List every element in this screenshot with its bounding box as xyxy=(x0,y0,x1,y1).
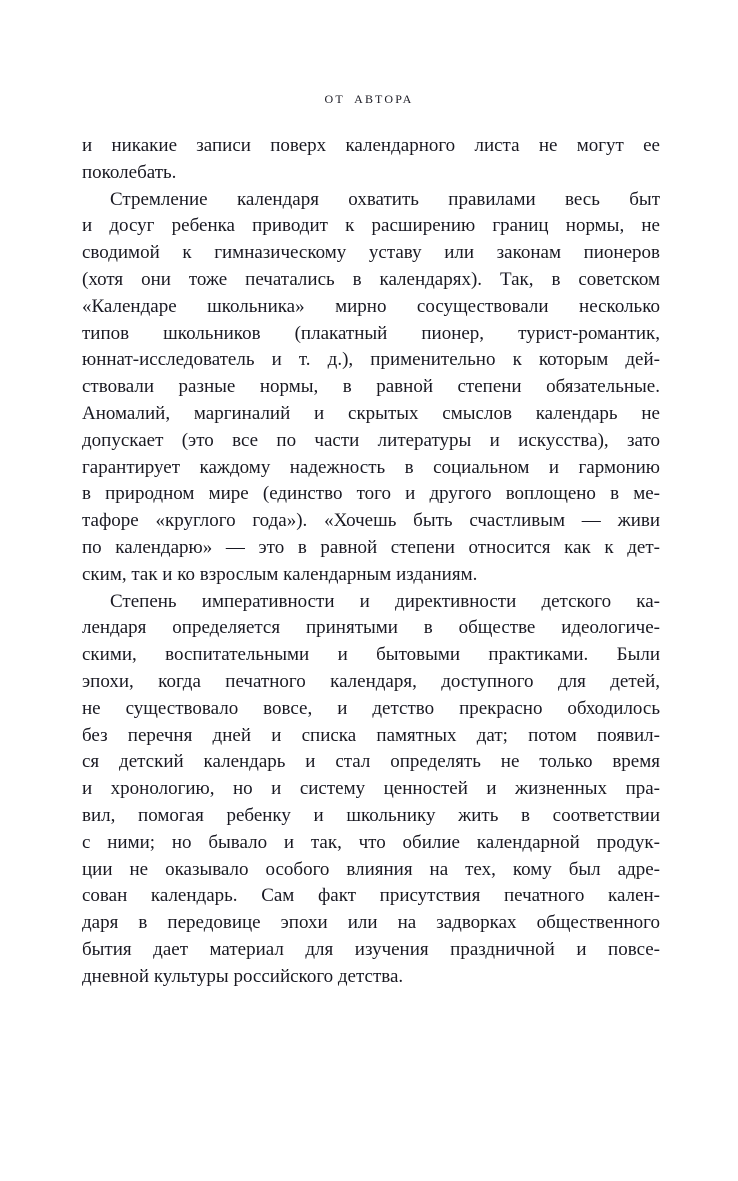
text-line: ствовали разные нормы, в равной степени обязательные. xyxy=(82,376,660,398)
text-line: допускает (это все по части литературы и искусства), зато xyxy=(82,429,660,451)
text-line: бытия дает материал для изучения праздничной и повсе- xyxy=(82,938,660,960)
text-line: тафоре «круглого года»). «Хочешь быть счастливым — живи xyxy=(82,510,660,532)
text-line: Стремление календаря охватить правилами весь быт xyxy=(110,188,660,210)
paragraph xyxy=(82,589,660,991)
text-line: дневной культуры российского детства. xyxy=(82,965,404,987)
text-line: эпохи, когда печатного календаря, доступного для детей, xyxy=(82,670,660,692)
text-line: типов школьников (плакатный пионер, турист-романтик, xyxy=(82,322,660,344)
paragraph xyxy=(82,133,660,187)
text-line: не существовало вовсе, и детство прекрасно обходилось xyxy=(82,697,660,719)
paragraph xyxy=(82,187,660,589)
text-line: и хронологию, но и систему ценностей и жизненных пра- xyxy=(82,778,660,800)
text-line: (хотя они тоже печатались в календарях). Так, в советском xyxy=(82,268,660,290)
text-line: и досуг ребенка приводит к расширению границ нормы, не xyxy=(82,215,660,237)
text-line: поколебать. xyxy=(82,161,177,183)
text-line: ся детский календарь и стал определять не только время xyxy=(82,751,660,773)
text-line: сован календарь. Сам факт присутствия печатного кален- xyxy=(82,885,660,907)
text-line: Аномалий, маргиналий и скрытых смыслов календарь не xyxy=(82,402,660,424)
text-line: Степень императивности и директивности детского ка- xyxy=(110,590,660,612)
text-line: скими, воспитательными и бытовыми практиками. Были xyxy=(82,644,660,666)
text-line: юннат-исследователь и т. д.), применительно к которым дей- xyxy=(82,349,660,371)
text-line: ским, так и ко взрослым календарным изданиям. xyxy=(82,563,478,585)
text-line: «Календаре школьника» мирно сосуществовали несколько xyxy=(82,295,660,317)
text-line: с ними; но бывало и так, что обилие календарной продук- xyxy=(82,831,660,853)
text-line: ции не оказывало особого влияния на тех, кому был адре- xyxy=(82,858,660,880)
body-text xyxy=(82,133,660,991)
text-line: и никакие записи поверх календарного листа не могут ее xyxy=(82,135,660,156)
text-line: вил, помогая ребенку и школьнику жить в соответствии xyxy=(82,804,660,826)
text-line: лендаря определяется принятыми в обществе идеологиче- xyxy=(82,617,660,639)
text-line: гарантирует каждому надежность в социальном и гармонию xyxy=(82,456,660,478)
text-line: без перечня дней и списка памятных дат; потом появил- xyxy=(82,724,660,746)
text-line: сводимой к гимназическому уставу или законам пионеров xyxy=(82,242,660,264)
running-header: ОТ АВТОРА xyxy=(324,92,414,106)
text-line: в природном мире (единство того и другого воплощено в ме- xyxy=(82,483,660,505)
text-line: по календарю» — это в равной степени относится как к дет- xyxy=(82,536,660,558)
text-line: даря в передовице эпохи или на задворках общественного xyxy=(82,912,660,934)
